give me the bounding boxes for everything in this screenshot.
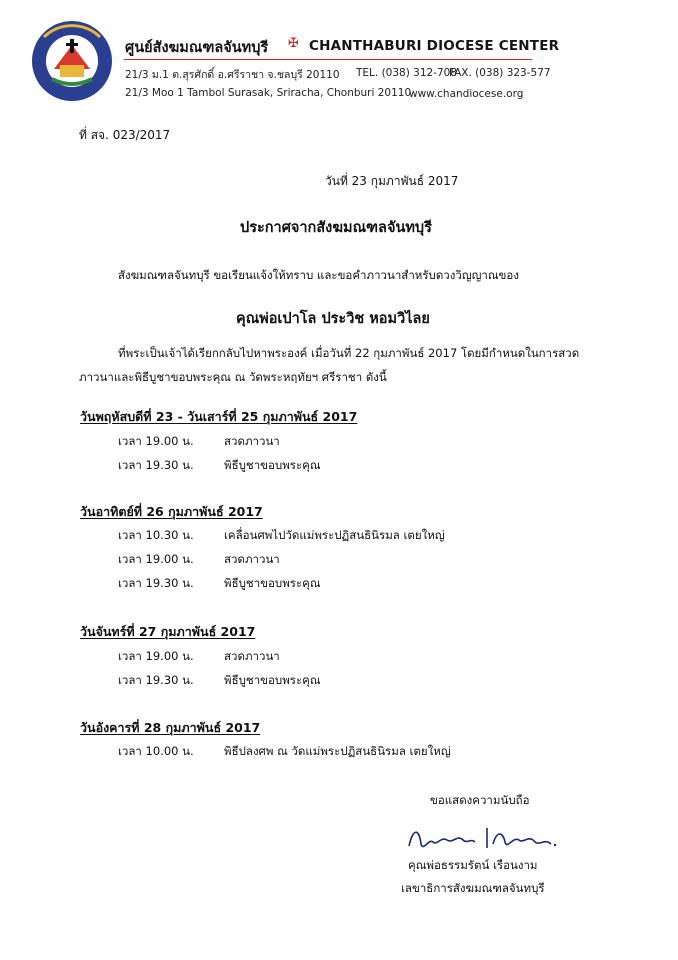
fax-number: FAX. (038) 323-577 <box>449 67 551 79</box>
schedule-time: เวลา 19.00 น. <box>118 552 194 566</box>
schedule-time: เวลา 19.30 น. <box>118 576 194 590</box>
schedule-activity: พิธีปลงศพ ณ วัดแม่พระปฏิสนธินิรมล เตยใหญ่ <box>224 744 451 758</box>
closing-salutation: ขอแสดงความนับถือ <box>430 793 530 807</box>
org-name-thai: ศูนย์สังฆมณฑลจันทบุรี <box>125 40 269 56</box>
schedule-activity: สวดภาวนา <box>224 552 280 566</box>
schedule-day-heading: วันอาทิตย์ที่ 26 กุมภาพันธ์ 2017 <box>80 504 263 519</box>
website-link[interactable]: www.chandiocese.org <box>409 88 524 100</box>
schedule-day-heading: วันพฤหัสบดีที่ 23 - วันเสาร์ที่ 25 กุมภาพันธ์ 2017 <box>80 409 358 424</box>
schedule-activity: พิธีบูชาขอบพระคุณ <box>224 673 321 687</box>
signer-name: คุณพ่อธรรมรัตน์ เรือนงาม <box>408 858 538 872</box>
schedule-day-heading: วันจันทร์ที่ 27 กุมภาพันธ์ 2017 <box>80 624 256 639</box>
handwritten-signature <box>403 818 563 858</box>
intro-paragraph: สังฆมณฑลจันทบุรี ขอเรียนแจ้งให้ทราบ และขอคำภาวนาสำหรับดวงวิญญาณของ <box>118 268 519 282</box>
schedule-activity: สวดภาวนา <box>224 649 280 663</box>
telephone: TEL. (038) 312-708 <box>356 67 458 79</box>
announcement-title: ประกาศจากสังฆมณฑลจันทบุรี <box>240 220 432 236</box>
schedule-time: เวลา 10.00 น. <box>118 744 194 758</box>
schedule-time: เวลา 19.00 น. <box>118 649 194 663</box>
cross-icon: ✠ <box>288 36 299 51</box>
schedule-time: เวลา 10.30 น. <box>118 528 194 542</box>
deceased-name: คุณพ่อเปาโล ประวิช หอมวิไลย <box>236 311 430 327</box>
diocese-logo <box>24 15 120 105</box>
reference-number: ที่ สจ. 023/2017 <box>79 128 171 142</box>
schedule-time: เวลา 19.00 น. <box>118 434 194 448</box>
signer-position: เลขาธิการสังฆมณฑลจันทบุรี <box>401 881 545 895</box>
body-line-1: ที่พระเป็นเจ้าได้เรียกกลับไปหาพระองค์ เมื่อวันที่ 22 กุมภาพันธ์ 2017 โดยมีกำหนดในการสวด <box>118 346 580 360</box>
schedule-activity: พิธีบูชาขอบพระคุณ <box>224 458 321 472</box>
schedule-time: เวลา 19.30 น. <box>118 673 194 687</box>
header-divider <box>124 59 532 60</box>
letter-date: วันที่ 23 กุมภาพันธ์ 2017 <box>325 174 459 188</box>
schedule-day-heading: วันอังคารที่ 28 กุมภาพันธ์ 2017 <box>80 720 261 735</box>
schedule-activity: สวดภาวนา <box>224 434 280 448</box>
org-name-english: CHANTHABURI DIOCESE CENTER <box>309 38 560 54</box>
body-line-2: ภาวนาและพิธีบูชาขอบพระคุณ ณ วัดพระหฤทัยฯ ศรีราชา ดังนี้ <box>79 370 387 384</box>
address-english: 21/3 Moo 1 Tambol Surasak, Sriracha, Chonburi 20110 <box>125 87 412 99</box>
schedule-activity: พิธีบูชาขอบพระคุณ <box>224 576 321 590</box>
schedule-activity: เคลื่อนศพไปวัดแม่พระปฏิสนธินิรมล เตยใหญ่ <box>224 528 445 542</box>
schedule-time: เวลา 19.30 น. <box>118 458 194 472</box>
address-thai: 21/3 ม.1 ต.สุรศักดิ์ อ.ศรีราชา จ.ชลบุรี 20110 <box>125 69 340 81</box>
